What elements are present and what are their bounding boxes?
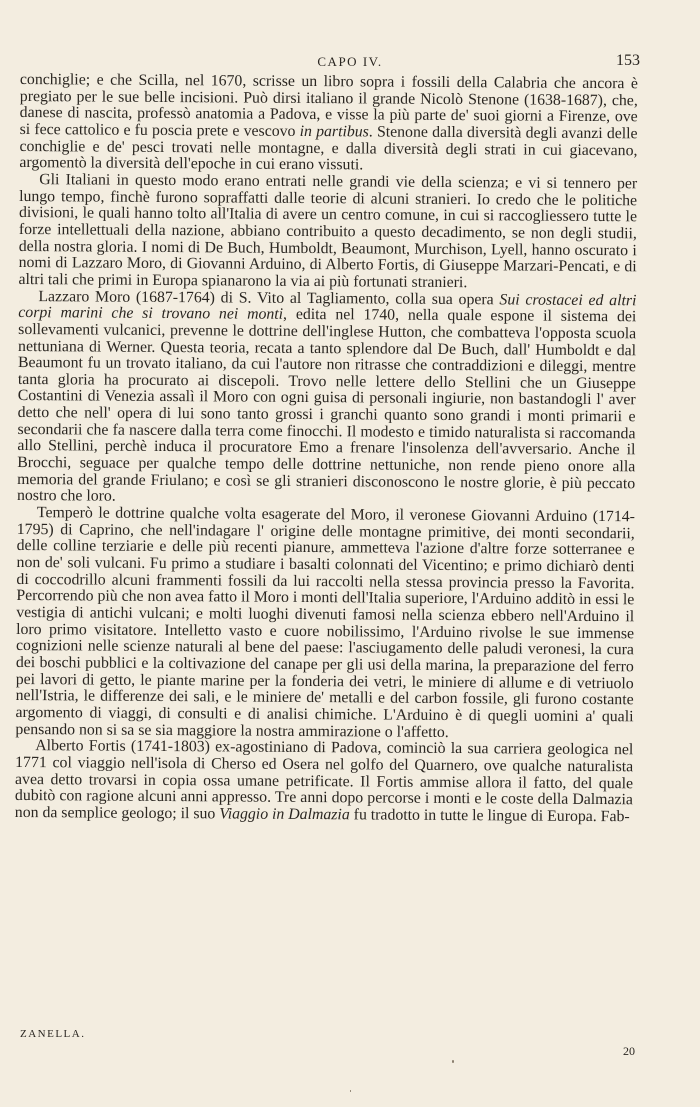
page-footer xyxy=(20,1028,635,1068)
text-run: conchiglie; e che Scilla, nel 1670, scrisse un libro sopra i fossili della Calabria che ancora è pregiato per le sue belle incisioni. Può dirsi italiano il grande Nicolò Stenone (1638-1687), che, danese di nascita, professò anatomia a Padova, e visse la più parte de' suoi giorni a Firenze, ove si fece cattolico e fu poscia prete e vescovo xyxy=(19,71,638,140)
body-text xyxy=(15,72,638,826)
running-head: CAPO IV. xyxy=(317,54,383,69)
italic-run: in partibus xyxy=(299,122,369,141)
text-run: , edita nel 1740, nella quale espone il sistema dei sollevamenti vulcanici, prevenne le dottrine dell'inglese Hutton, che combatteva l'opposta scuola nettuniana di Werner. Questa teoria, recata a tanto splendore dal De Buch, dall' Humboldt e dal Beaumont fu un trovato italiano, da cui l'autore non ritrasse che contraddizioni e dileggi, mentre tanta gloria ha procurato ai discepoli. Trovo nelle lettere dello Stellini che un Giuseppe Costantini di Venezia assalì il Moro con ogni guisa di personali ingiurie, non bastandogli l' aver detto che nell' opera di lui sono tanto grossi i granchi quanto sono grandi i monti primarii e secondarii che fa nascere dalla terra come finocchi. Il modesto e timido naturalista si raccomanda allo Stellini, perchè induca il procuratore Emo a frenare l'insolenza dell'avversario. Anche il Brocchi, seguace per qualche tempo delle dottrine nettuniche, non rende pieno onore alla memoria del grande Friulano; e così se gli stranieri disconoscono le nostre glorie, è più peccato nostro che loro. xyxy=(16,306,637,506)
text-run: Lazzaro Moro (1687-1764) di S. Vito al Tagliamento, colla sua opera xyxy=(38,287,500,308)
text-run: Temperò le dottrine qualche volta esagerate del Moro, il veronese Giovanni Arduino (1714-1795) di Caprino, che nell'indagare l' origine delle montagne primitive, dei monti secondarii, delle colline terziarie e delle più recenti pianure, ammetteva l'azione d'altre forze sotterranee e non de' soli vulcani. Fu primo a studiare i basalti colonnati del Vicentino; e primo dichiarò denti di coccodrillo alcuni frammenti fossili da lui raccolti nella stessa provincia presso la Favorita. Percorrendo più che non avea fatto il Moro i monti dell'Italia superiore, l'Arduino additò in essi le vestigia di antichi vulcani; e molti luoghi divenuti famosi nella scienza ebbero nell'Arduino il loro primo visitatore. Intelletto vasto e cuore nobilissimo, l'Arduino rivolse le sue immense cognizioni nelle scienze naturali al bene del paese: l'asciugamento delle paludi veronesi, la cura dei boschi pubblici e la coltivazione del canape per gli usi della marina, la preparazione del ferro pei lavori di getto, le piante marine per la fonderia dei vetri, le miniere di allume e di vetriuolo nell'Istria, le differenze dei sali, e le miniere de' metalli e del carbon fossile, gli furono costante argomento di viaggi, di consulti e di analisi chimiche. L'Arduino è di quegli uomini a' quali pensando non si sa se sia maggiore la nostra ammirazione o l'affetto. xyxy=(15,504,635,741)
text-run: fu tradotto in tutte le lingue di Europa. Fab- xyxy=(349,806,630,826)
text-run: Gli Italiani in questo modo erano entrati nelle grandi vie della scienza; e vi si tennero per lungo tempo, finchè furono sopraffatti dalle teorie di alcuni stranieri. Io credo che le politiche divisioni, le quali hanno tolto all'Italia di avere un centro comune, in cui si raccogliessero tutte le forze intellettuali della nazione, abbiano contribuito a questo decadimento, se non degli studii, della nostra gloria. I nomi di De Buch, Humboldt, Beaumont, Murchison, Lyell, hanno oscurato i nomi di Lazzaro Moro, di Giovanni Arduino, di Alberto Fortis, di Giuseppe Marzari-Pencati, e di altri tali che primi in Europa spianarono la via ai più fortunati stranieri. xyxy=(18,171,638,292)
paper-speck xyxy=(350,1090,351,1092)
paragraph xyxy=(17,289,636,510)
paragraph xyxy=(19,72,638,176)
paper-speck xyxy=(452,1060,454,1063)
paragraph xyxy=(15,505,635,742)
text-run: Alberto Fortis (1741-1803) ex-agostiniano di Padova, cominciò la sua carriera geologica nel 1771 col viaggio nell'isola di Cherso ed Osera nel golfo del Quarnero, ove qualche naturalista avea detto trovarsi in copia ossa umane petrificate. Il Fortis ammise allora il fatto, del quale dubitò con ragione alcuni anni appresso. Tre anni dopo percorse i monti e le coste della Dalmazia non da semplice geologo; il suo xyxy=(14,737,634,823)
page-header xyxy=(0,52,700,72)
text-run: . Stenone dalla diversità degli avanzi delle conchiglie e de' pesci trovati nelle montagne, e dalla diversità degli strati in cui giacevano, argomentò la diversità dell'epoche in cui erano vissuti. xyxy=(19,123,638,174)
sheet-number: 20 xyxy=(623,1044,635,1058)
paragraph xyxy=(15,738,634,826)
italic-run: Sui crostacei ed altri corpi marini che si trovano nei monti xyxy=(18,290,637,324)
paragraph xyxy=(18,172,637,293)
printer-signature: ZANELLA. xyxy=(20,1028,86,1040)
italic-run: Viaggio in Dalmazia xyxy=(219,805,350,824)
page-number: 153 xyxy=(616,52,640,69)
